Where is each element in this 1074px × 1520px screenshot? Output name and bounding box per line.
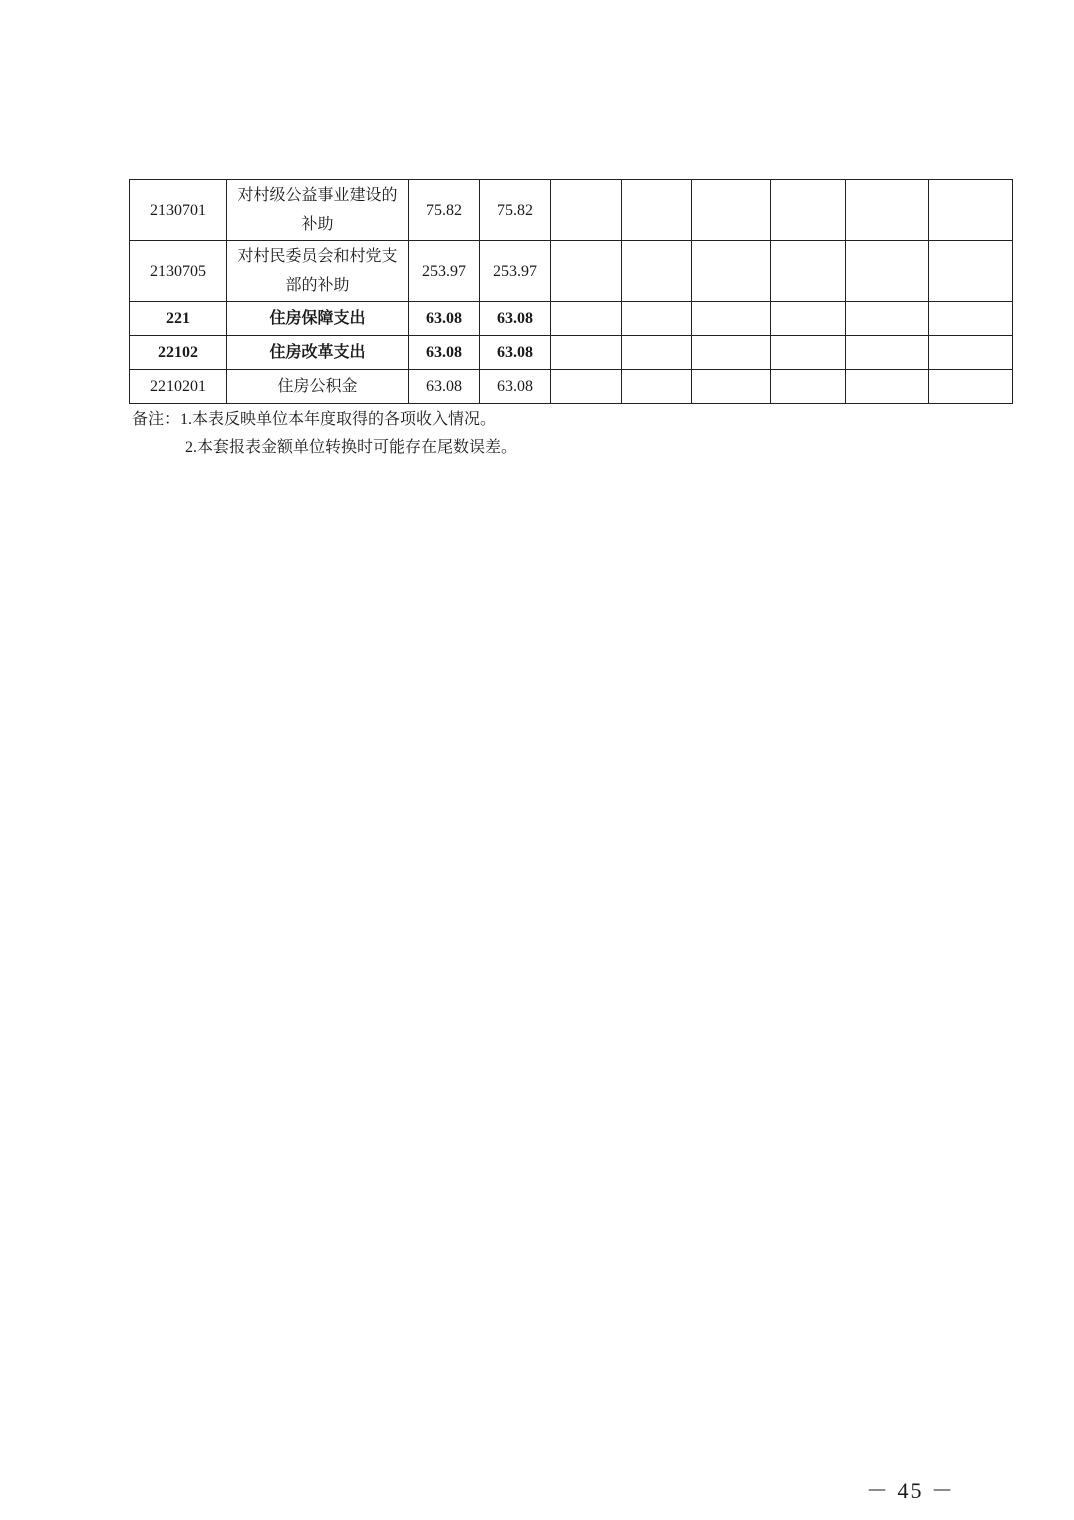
cell-empty bbox=[551, 302, 622, 336]
cell-empty bbox=[846, 302, 929, 336]
table-row bbox=[130, 370, 1013, 404]
cell-amount-total: 63.08 bbox=[409, 336, 480, 370]
cell-empty bbox=[622, 241, 692, 302]
note-line-2: 2.本套报表金额单位转换时可能存在尾数误差。 bbox=[185, 439, 518, 456]
cell-amount-total: 63.08 bbox=[409, 302, 480, 336]
cell-empty bbox=[622, 336, 692, 370]
table-row bbox=[130, 336, 1013, 370]
cell-amount-subtotal: 63.08 bbox=[480, 370, 551, 404]
table-body bbox=[130, 180, 1013, 404]
cell-empty bbox=[846, 370, 929, 404]
cell-name: 住房公积金 bbox=[227, 370, 409, 404]
cell-empty bbox=[622, 370, 692, 404]
cell-empty bbox=[692, 180, 771, 241]
cell-empty bbox=[771, 336, 846, 370]
cell-name: 对村级公益事业建设的补助 bbox=[227, 180, 409, 241]
cell-empty bbox=[692, 302, 771, 336]
cell-empty bbox=[771, 370, 846, 404]
page-number: － 45 － bbox=[866, 1478, 956, 1503]
cell-empty bbox=[692, 241, 771, 302]
cell-name: 住房保障支出 bbox=[227, 302, 409, 336]
cell-empty bbox=[929, 302, 1013, 336]
table-notes bbox=[132, 406, 517, 462]
cell-code: 2130701 bbox=[130, 180, 227, 241]
cell-empty bbox=[929, 370, 1013, 404]
cell-empty bbox=[846, 180, 929, 241]
cell-empty bbox=[551, 370, 622, 404]
cell-empty bbox=[692, 336, 771, 370]
cell-amount-total: 63.08 bbox=[409, 370, 480, 404]
cell-empty bbox=[929, 241, 1013, 302]
cell-name: 对村民委员会和村党支部的补助 bbox=[227, 241, 409, 302]
cell-empty bbox=[551, 241, 622, 302]
cell-empty bbox=[771, 180, 846, 241]
cell-amount-total: 75.82 bbox=[409, 180, 480, 241]
cell-empty bbox=[551, 336, 622, 370]
note-line-1: 备注：1.本表反映单位本年度取得的各项收入情况。 bbox=[132, 411, 497, 428]
cell-empty bbox=[771, 302, 846, 336]
cell-empty bbox=[771, 241, 846, 302]
budget-table-container bbox=[129, 179, 1013, 404]
cell-amount-total: 253.97 bbox=[409, 241, 480, 302]
cell-empty bbox=[929, 180, 1013, 241]
cell-code: 2130705 bbox=[130, 241, 227, 302]
cell-amount-subtotal: 253.97 bbox=[480, 241, 551, 302]
table-row bbox=[130, 302, 1013, 336]
cell-amount-subtotal: 63.08 bbox=[480, 302, 551, 336]
cell-empty bbox=[622, 302, 692, 336]
cell-name: 住房改革支出 bbox=[227, 336, 409, 370]
budget-table bbox=[129, 179, 1013, 404]
cell-code: 22102 bbox=[130, 336, 227, 370]
cell-amount-subtotal: 63.08 bbox=[480, 336, 551, 370]
cell-empty bbox=[929, 336, 1013, 370]
cell-amount-subtotal: 75.82 bbox=[480, 180, 551, 241]
cell-code: 2210201 bbox=[130, 370, 227, 404]
table-row bbox=[130, 180, 1013, 241]
cell-empty bbox=[692, 370, 771, 404]
cell-empty bbox=[846, 336, 929, 370]
cell-empty bbox=[846, 241, 929, 302]
cell-empty bbox=[551, 180, 622, 241]
table-row bbox=[130, 241, 1013, 302]
cell-empty bbox=[622, 180, 692, 241]
cell-code: 221 bbox=[130, 302, 227, 336]
